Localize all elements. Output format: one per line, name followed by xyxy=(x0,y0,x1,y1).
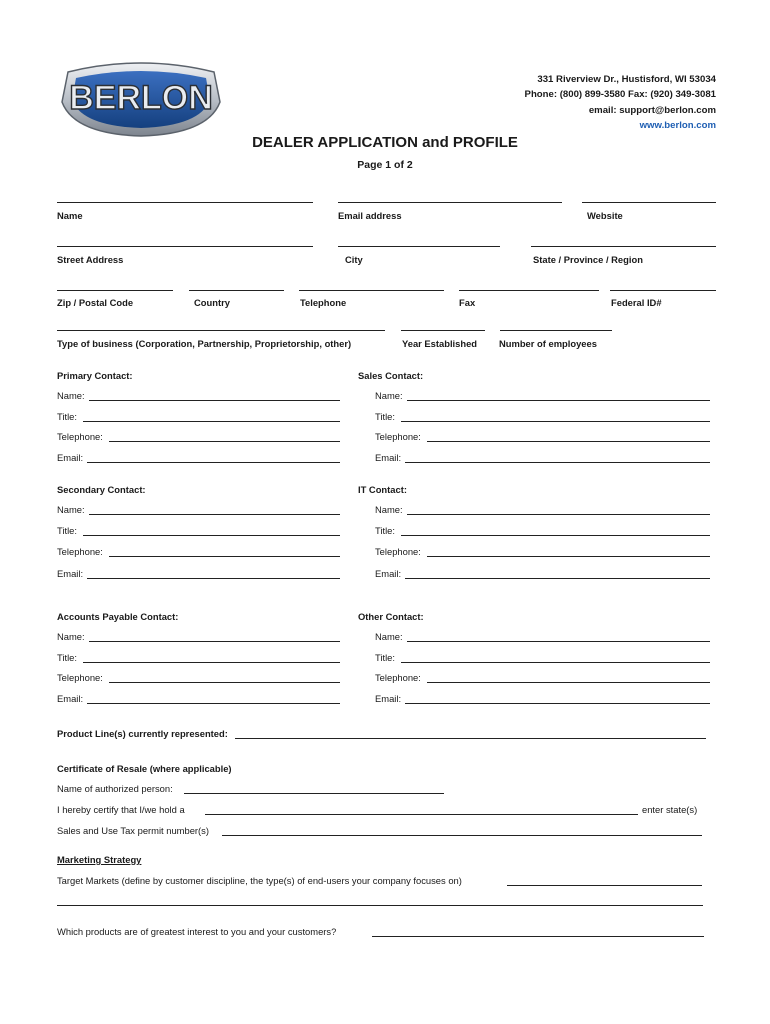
marketing-heading: Marketing Strategy xyxy=(57,854,142,865)
enter-states-label: enter state(s) xyxy=(642,804,698,815)
address-line: 331 Riverview Dr., Hustisford, WI 53034 xyxy=(537,74,716,85)
accounts-payable-contact-email-label: Email: xyxy=(57,693,84,704)
sales-contact-name-field[interactable] xyxy=(407,400,710,401)
other-contact-name-field[interactable] xyxy=(407,641,710,642)
sales-contact-telephone-label: Telephone: xyxy=(375,431,421,442)
it-contact-title-field[interactable] xyxy=(401,535,710,536)
fax-field[interactable] xyxy=(459,290,599,291)
product-lines-label: Product Line(s) currently represented: xyxy=(57,728,228,739)
it-contact-email-label: Email: xyxy=(375,568,402,579)
form-title: DEALER APPLICATION and PROFILE xyxy=(252,134,518,151)
certify-field[interactable] xyxy=(205,814,638,815)
secondary-contact-title-field[interactable] xyxy=(83,535,340,536)
secondary-contact-name-label: Name: xyxy=(57,504,85,515)
accounts-payable-contact-email-field[interactable] xyxy=(87,703,340,704)
accounts-payable-contact-telephone-field[interactable] xyxy=(109,682,340,683)
it-contact-name-field[interactable] xyxy=(407,514,710,515)
target-markets-label: Target Markets (define by customer discipline, the type(s) of end-users your company focuses on) xyxy=(57,875,462,886)
it-contact-title-label: Title: xyxy=(375,525,395,536)
sales-contact-title-label: Title: xyxy=(375,411,395,422)
employees-field[interactable] xyxy=(500,330,612,331)
it-contact-email-field[interactable] xyxy=(405,578,710,579)
other-contact-name-label: Name: xyxy=(375,631,403,642)
company-address-block xyxy=(525,72,716,134)
accounts-payable-contact-title-field[interactable] xyxy=(83,662,340,663)
primary-contact-name-label: Name: xyxy=(57,390,85,401)
primary-contact-title-field[interactable] xyxy=(83,421,340,422)
email-address-field[interactable] xyxy=(338,202,562,203)
target-markets-field-2[interactable] xyxy=(57,905,703,906)
primary-contact-heading: Primary Contact: xyxy=(57,370,133,381)
sales-contact-telephone-field[interactable] xyxy=(427,441,710,442)
accounts-payable-contact-heading: Accounts Payable Contact: xyxy=(57,611,179,622)
product-lines-field[interactable] xyxy=(235,738,706,739)
secondary-contact-heading: Secondary Contact: xyxy=(57,484,146,495)
website-field[interactable] xyxy=(582,202,716,203)
other-contact-telephone-label: Telephone: xyxy=(375,672,421,683)
products-interest-label: Which products are of greatest interest to you and your customers? xyxy=(57,926,337,937)
it-contact-telephone-field[interactable] xyxy=(427,556,710,557)
primary-contact-email-label: Email: xyxy=(57,452,84,463)
primary-contact-title-label: Title: xyxy=(57,411,77,422)
telephone-field[interactable] xyxy=(299,290,444,291)
type-of-business-field[interactable] xyxy=(57,330,385,331)
other-contact-email-field[interactable] xyxy=(405,703,710,704)
state-field[interactable] xyxy=(531,246,716,247)
zip-field[interactable] xyxy=(57,290,173,291)
other-contact-title-field[interactable] xyxy=(401,662,710,663)
primary-contact-telephone-label: Telephone: xyxy=(57,431,103,442)
permit-label: Sales and Use Tax permit number(s) xyxy=(57,825,209,836)
secondary-contact-telephone-field[interactable] xyxy=(109,556,340,557)
website-label: Website xyxy=(587,210,623,221)
accounts-payable-contact-title-label: Title: xyxy=(57,652,77,663)
country-label: Country xyxy=(194,297,230,308)
resale-heading: Certificate of Resale (where applicable) xyxy=(57,763,232,774)
permit-field[interactable] xyxy=(222,835,702,836)
authorized-person-field[interactable] xyxy=(184,793,444,794)
secondary-contact-telephone-label: Telephone: xyxy=(57,546,103,557)
sales-contact-title-field[interactable] xyxy=(401,421,710,422)
phone-fax: Phone: (800) 899-3580 Fax: (920) 349-3081 xyxy=(524,89,716,101)
page-number: Page 1 of 2 xyxy=(357,159,413,171)
sales-contact-heading: Sales Contact: xyxy=(358,370,424,381)
it-contact-telephone-label: Telephone: xyxy=(375,546,421,557)
logo-wordmark: BERLON xyxy=(69,79,213,117)
website-link[interactable]: www.berlon.com xyxy=(639,120,716,132)
primary-contact-email-field[interactable] xyxy=(87,462,340,463)
year-established-field[interactable] xyxy=(401,330,485,331)
sales-contact-name-label: Name: xyxy=(375,390,403,401)
authorized-person-label: Name of authorized person: xyxy=(57,783,173,794)
street-address-label: Street Address xyxy=(57,254,124,265)
other-contact-heading: Other Contact: xyxy=(358,611,424,622)
fax-label: Fax xyxy=(459,297,476,308)
name-field[interactable] xyxy=(57,202,313,203)
year-established-label: Year Established xyxy=(402,338,478,349)
products-interest-field[interactable] xyxy=(372,936,704,937)
sales-contact-email-label: Email: xyxy=(375,452,402,463)
secondary-contact-email-label: Email: xyxy=(57,568,84,579)
email-address-label: Email address xyxy=(338,210,402,221)
federal-id-field[interactable] xyxy=(610,290,716,291)
support-email: email: support@berlon.com xyxy=(588,104,716,116)
target-markets-field[interactable] xyxy=(507,885,702,886)
federal-id-label: Federal ID# xyxy=(611,297,662,308)
street-address-field[interactable] xyxy=(57,246,313,247)
other-contact-telephone-field[interactable] xyxy=(427,682,710,683)
it-contact-heading: IT Contact: xyxy=(358,484,407,495)
accounts-payable-contact-telephone-label: Telephone: xyxy=(57,672,103,683)
city-field[interactable] xyxy=(338,246,500,247)
berlon-logo xyxy=(58,58,224,138)
zip-label: Zip / Postal Code xyxy=(57,297,134,308)
employees-label: Number of employees xyxy=(499,338,597,349)
it-contact-name-label: Name: xyxy=(375,504,403,515)
accounts-payable-contact-name-label: Name: xyxy=(57,631,85,642)
sales-contact-email-field[interactable] xyxy=(405,462,710,463)
other-contact-title-label: Title: xyxy=(375,652,395,663)
secondary-contact-name-field[interactable] xyxy=(89,514,340,515)
certify-label: I hereby certify that I/we hold a xyxy=(57,804,185,815)
name-label: Name xyxy=(57,210,83,221)
secondary-contact-title-label: Title: xyxy=(57,525,77,536)
primary-contact-name-field[interactable] xyxy=(89,400,340,401)
accounts-payable-contact-name-field[interactable] xyxy=(89,641,340,642)
other-contact-email-label: Email: xyxy=(375,693,402,704)
primary-contact-telephone-field[interactable] xyxy=(109,441,340,442)
city-label: City xyxy=(345,254,363,265)
type-of-business-label: Type of business (Corporation, Partnership, Proprietorship, other) xyxy=(57,338,352,349)
secondary-contact-email-field[interactable] xyxy=(87,578,340,579)
state-label: State / Province / Region xyxy=(533,254,643,265)
telephone-label: Telephone xyxy=(300,297,347,308)
country-field[interactable] xyxy=(189,290,284,291)
